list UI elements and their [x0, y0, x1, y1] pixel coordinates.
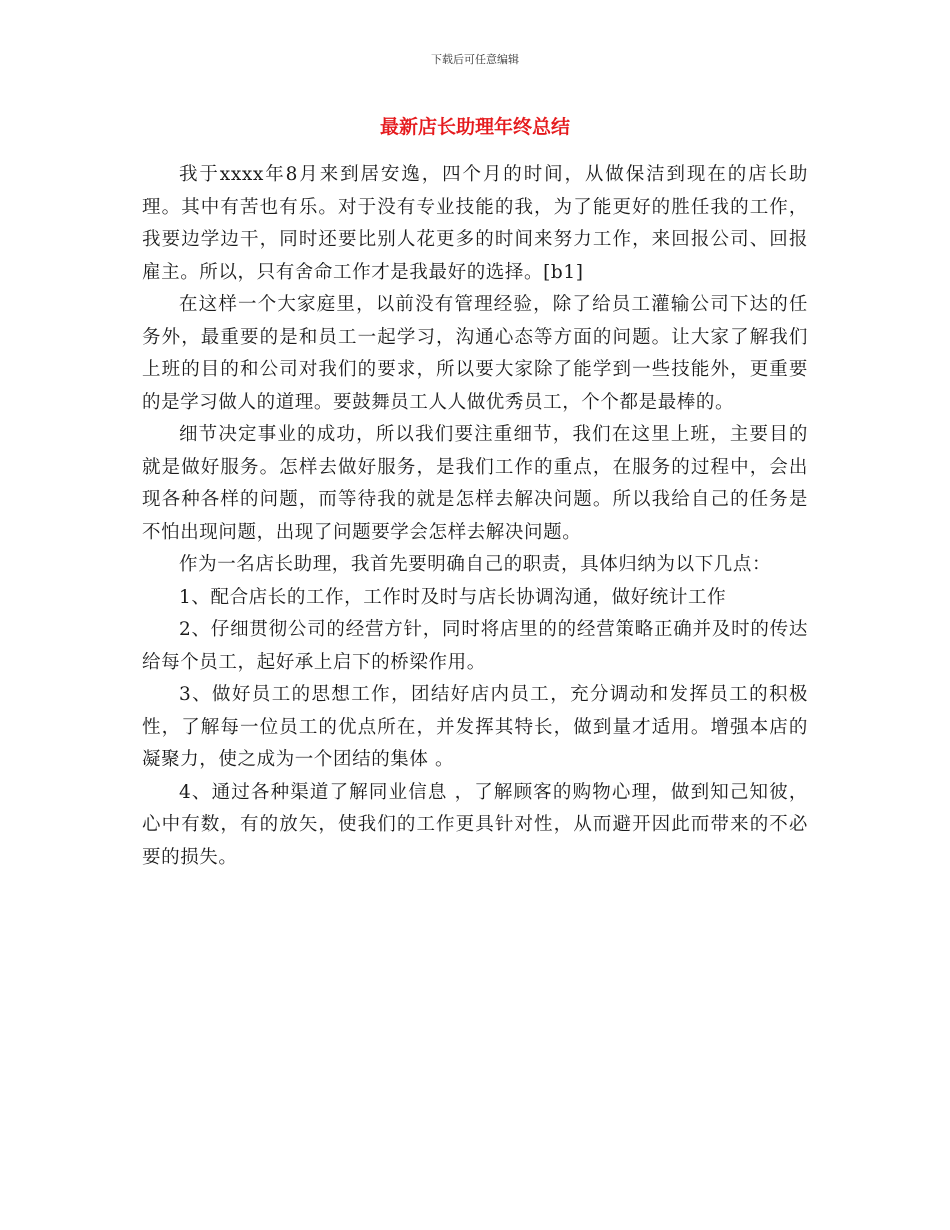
list-item-duty-2: 2、仔细贯彻公司的经营方针，同时将店里的的经营策略正确并及时的传达给每个员工，起好承上启下的桥梁作用。: [142, 619, 808, 673]
paragraph-details: 细节决定事业的成功，所以我们要注重细节，我们在这里上班，主要目的就是做好服务。怎样去做好服务，是我们工作的重点，在服务的过程中，会出现各种各样的问题，而等待我的就是怎样去解决问题。所以我给自己的任务是不怕出现问题，出现了问题要学会怎样去解决问题。: [142, 424, 808, 543]
page-header-note: 下载后可任意编辑: [431, 53, 519, 66]
document-title: 最新店长助理年终总结: [379, 116, 570, 138]
document-body: [142, 159, 808, 874]
list-item-duty-1: 1、配合店长的工作，工作时及时与店长协调沟通，做好统计工作: [179, 586, 727, 608]
paragraph-intro: 我于xxxx年8月来到居安逸，四个月的时间，从做保洁到现在的店长助理。其中有苦也有乐。对于没有专业技能的我，为了能更好的胜任我的工作，我要边学边干，同时还要比别人花更多的时间来努力工作，来回报公司、回报雇主。所以，只有舍命工作才是我最好的选择。[b1]: [142, 164, 808, 283]
paragraph-team: 在这样一个大家庭里，以前没有管理经验，除了给员工灌输公司下达的任务外，最重要的是和员工一起学习，沟通心态等方面的问题。让大家了解我们上班的目的和公司对我们的要求，所以要大家除了能学到一些技能外，更重要的是学习做人的道理。要鼓舞员工人人做优秀员工，个个都是最棒的。: [142, 294, 808, 413]
list-item-duty-3: 3、做好员工的思想工作，团结好店内员工，充分调动和发挥员工的积极性，了解每一位员工的优点所在，并发挥其特长，做到量才适用。增强本店的凝聚力，使之成为一个团结的集体 。: [142, 684, 808, 770]
paragraph-duties-intro: 作为一名店长助理，我首先要明确自己的职责，具体归纳为以下几点：: [179, 554, 772, 575]
list-item-duty-4: 4、通过各种渠道了解同业信息 ，了解顾客的购物心理，做到知己知彼，心中有数，有的放矢，使我们的工作更具针对性，从而避开因此而带来的不必要的损失。: [142, 781, 808, 868]
